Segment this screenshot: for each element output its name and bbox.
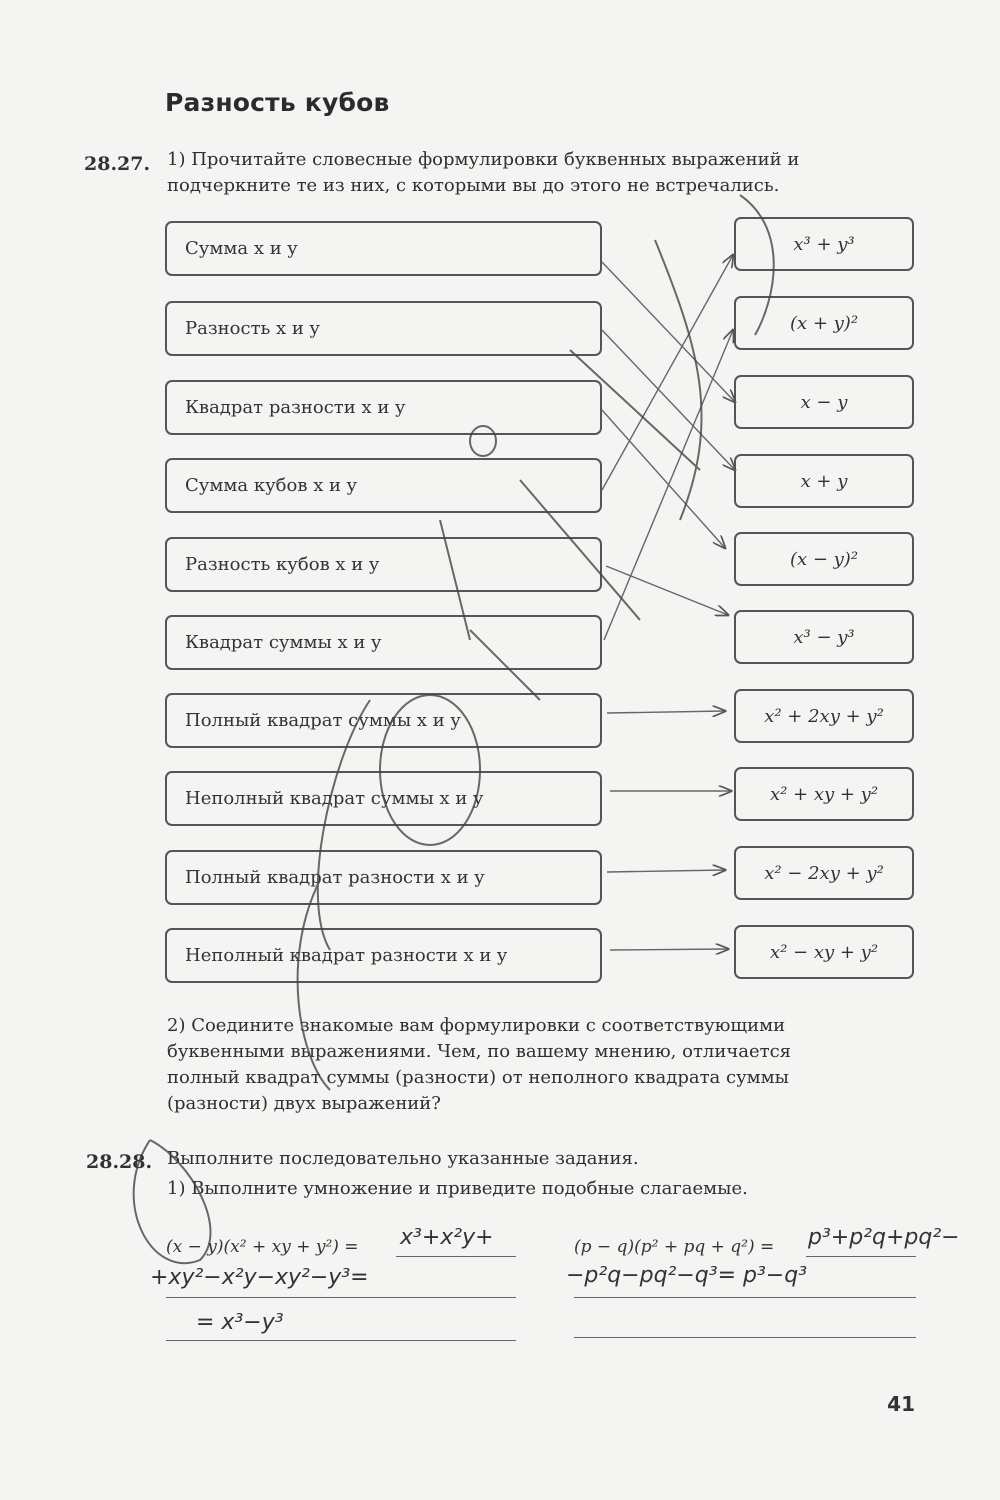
right-item-label: x² − 2xy + y²: [764, 862, 884, 884]
left-item-label: Полный квадрат разности x и y: [185, 867, 485, 888]
arrow-line: [604, 330, 733, 640]
answer-line[interactable]: [166, 1340, 516, 1341]
task-28-28-intro: [167, 1146, 915, 1202]
page-number: 41: [887, 1392, 915, 1416]
arrow-line: [610, 949, 728, 950]
answer-line[interactable]: [166, 1297, 516, 1298]
intro-line: Выполните последовательно указанные задания.: [167, 1148, 639, 1169]
part1-line: 1) Прочитайте словесные формулировки буквенных выражений и: [167, 149, 800, 170]
arrow-line: [602, 262, 735, 402]
left-item-label: Неполный квадрат суммы x и y: [185, 788, 484, 809]
left-item-label: Неполный квадрат разности x и y: [185, 945, 508, 966]
left-item-label: Разность x и y: [185, 318, 320, 339]
left-item-label: Разность кубов x и y: [185, 554, 380, 575]
right-item-label: x² + xy + y²: [769, 783, 879, 805]
right-item-label: x² + 2xy + y²: [764, 705, 884, 727]
right-item-label: x³ − y³: [793, 626, 855, 648]
arrow-line: [602, 255, 733, 490]
arrow-line: [602, 410, 725, 548]
scribble: [655, 240, 702, 520]
right-item-sum-squared[interactable]: [734, 296, 914, 350]
part2-line: буквенными выражениями. Чем, по вашему мнению, отличается: [167, 1041, 792, 1062]
part2-line: 2) Соедините знакомые вам формулировки с соответствующими: [167, 1015, 786, 1036]
right-item-label: (x − y)²: [789, 548, 859, 570]
left-item-label: Квадрат разности x и y: [185, 397, 406, 418]
section-title: Разность кубов: [165, 88, 390, 117]
left-item-partial-square-sum[interactable]: [165, 771, 602, 826]
answer-line[interactable]: [806, 1256, 916, 1257]
task-28-27-part1: [167, 147, 915, 199]
expression-right: (p − q)(p² + pq + q²) =: [574, 1237, 775, 1257]
left-item-full-square-sum[interactable]: [165, 693, 602, 748]
handwritten-answer: −p²q−pq²−q³= p³−q³: [566, 1263, 808, 1288]
arrow-line: [606, 566, 728, 615]
answer-line[interactable]: [396, 1256, 516, 1257]
right-item-partial-square-sum[interactable]: [734, 767, 914, 821]
left-item-sum-of-cubes[interactable]: [165, 458, 602, 513]
step1-line: 1) Выполните умножение и приведите подобные слагаемые.: [167, 1178, 748, 1199]
answer-line[interactable]: [574, 1297, 916, 1298]
part1-line: подчеркните те из них, с которыми вы до этого не встречались.: [167, 175, 780, 196]
right-item-x3-plus-y3[interactable]: [734, 217, 914, 271]
right-item-label: (x + y)²: [789, 312, 859, 334]
left-item-full-square-difference[interactable]: [165, 850, 602, 905]
right-item-label: x³ + y³: [793, 233, 855, 255]
left-item-label: Сумма кубов x и y: [185, 475, 357, 496]
right-item-full-square-difference[interactable]: [734, 846, 914, 900]
handwritten-answer: = x³−y³: [196, 1310, 284, 1335]
arrow-line: [602, 330, 735, 470]
task-number-28-28: 28.28.: [86, 1151, 153, 1173]
answer-line[interactable]: [574, 1337, 916, 1338]
left-item-label: Полный квадрат суммы x и y: [185, 710, 461, 731]
left-item-label: Квадрат суммы x и y: [185, 632, 382, 653]
left-item-square-of-sum[interactable]: [165, 615, 602, 670]
right-item-x-minus-y[interactable]: [734, 375, 914, 429]
arrow-line: [607, 711, 725, 713]
left-item-difference-of-cubes[interactable]: [165, 537, 602, 592]
left-item-sum[interactable]: [165, 221, 602, 276]
handwritten-answer: +xy²−x²y−xy²−y³=: [150, 1265, 369, 1290]
right-item-x3-minus-y3[interactable]: [734, 610, 914, 664]
right-item-x-plus-y[interactable]: [734, 454, 914, 508]
right-item-partial-square-difference[interactable]: [734, 925, 914, 979]
task-number-28-27: 28.27.: [84, 153, 151, 175]
handwritten-answer: x³+x²y+: [400, 1225, 494, 1250]
left-item-square-of-difference[interactable]: [165, 380, 602, 435]
arrow-line: [607, 870, 725, 872]
expression-left: (x − y)(x² + xy + y²) =: [166, 1237, 359, 1257]
left-item-label: Сумма x и y: [185, 238, 298, 259]
left-item-difference[interactable]: [165, 301, 602, 356]
part2-line: полный квадрат суммы (разности) от неполного квадрата суммы: [167, 1067, 789, 1088]
right-item-label: x − y: [800, 391, 848, 413]
right-item-label: x + y: [800, 470, 848, 492]
left-item-partial-square-difference[interactable]: [165, 928, 602, 983]
right-item-difference-squared[interactable]: [734, 532, 914, 586]
right-item-full-square-sum[interactable]: [734, 689, 914, 743]
handwritten-answer: p³+p²q+pq²−: [808, 1225, 960, 1250]
part2-line: (разности) двух выражений?: [167, 1093, 441, 1114]
task-28-27-part2: [167, 1013, 915, 1117]
right-item-label: x² − xy + y²: [769, 941, 879, 963]
